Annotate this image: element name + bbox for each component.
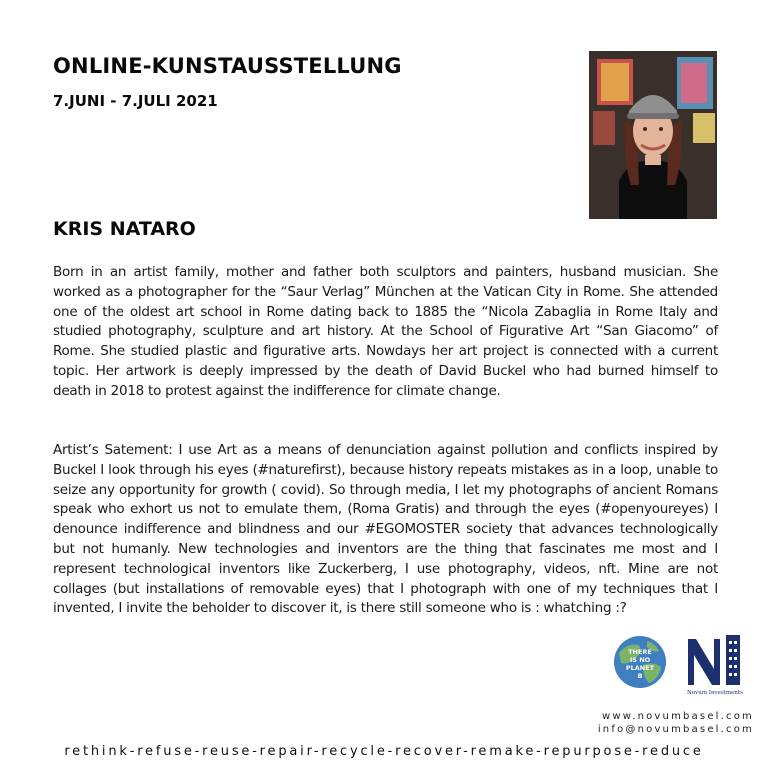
novum-caption: Novum Investments [687, 690, 743, 696]
exhibition-dates: 7.JUNI - 7.JULI 2021 [53, 92, 218, 110]
no-planet-b-badge [613, 635, 667, 689]
contact-block [598, 710, 754, 736]
badge-line-2: IS NO [629, 656, 651, 664]
badge-line-3: PLANET [625, 664, 655, 672]
artist-biography: Born in an artist family, mother and father both sculptors and painters, husband musician. She worked as a photographer for the “Saur Verlag” München at the Vatican City in Rome. She attended one of the oldest art school in Rome dating back to 1885 the “Nicola Zabaglia in Rome Italy and studied photography, sculpture and art history. At the School of Figurative Art “San Giacomo” of Rome. She studied plastic and figurative arts. Nowdays her art project is connected with a current topic. Her artwork is deeply impressed by the death of David Buckel who had burned himself to death in 2018 to protest against the indifference for climate change. [53, 264, 718, 399]
website-link[interactable]: www.novumbasel.com [601, 711, 754, 722]
artist-statement: Artist’s Satement: I use Art as a means of denunciation against pollution and conflicts inspired by Buckel I look through his eyes (#naturefirst), because history repeats mistakes as in a loop, unable to seize any opportunity for growth ( covid). So through media, I let my photographs of ancient Romans speak who exhort us not to emulate them, (Roma Gratis) and through the eyes (#openyoureyes) I denounce indifference and blindness and our #EGOMOSTER society that advances technologically but not humanly. New technologies and inventors are the thing that fascinates me most and I represent technological inventors like Zuckerberg, I use photography, videos, nft. Mine are not collages (but installations of removable eyes) that I photograph with one of my techniques that I invented, I invite the beholder to discover it, is there still someone who is : whatching :? [53, 442, 718, 617]
footer-slogan: rethink-refuse-reuse-repair-recycle-recover-remake-repurpose-reduce [64, 744, 704, 759]
artist-name: KRIS NATARO [53, 218, 196, 240]
badge-line-1: THERE [628, 648, 652, 656]
novum-investments-logo [684, 633, 746, 697]
page-title: ONLINE-KUNSTAUSSTELLUNG [53, 54, 402, 78]
artist-portrait [589, 51, 717, 219]
badge-line-4: B [637, 672, 643, 680]
email-link[interactable]: info@novumbasel.com [597, 724, 754, 735]
